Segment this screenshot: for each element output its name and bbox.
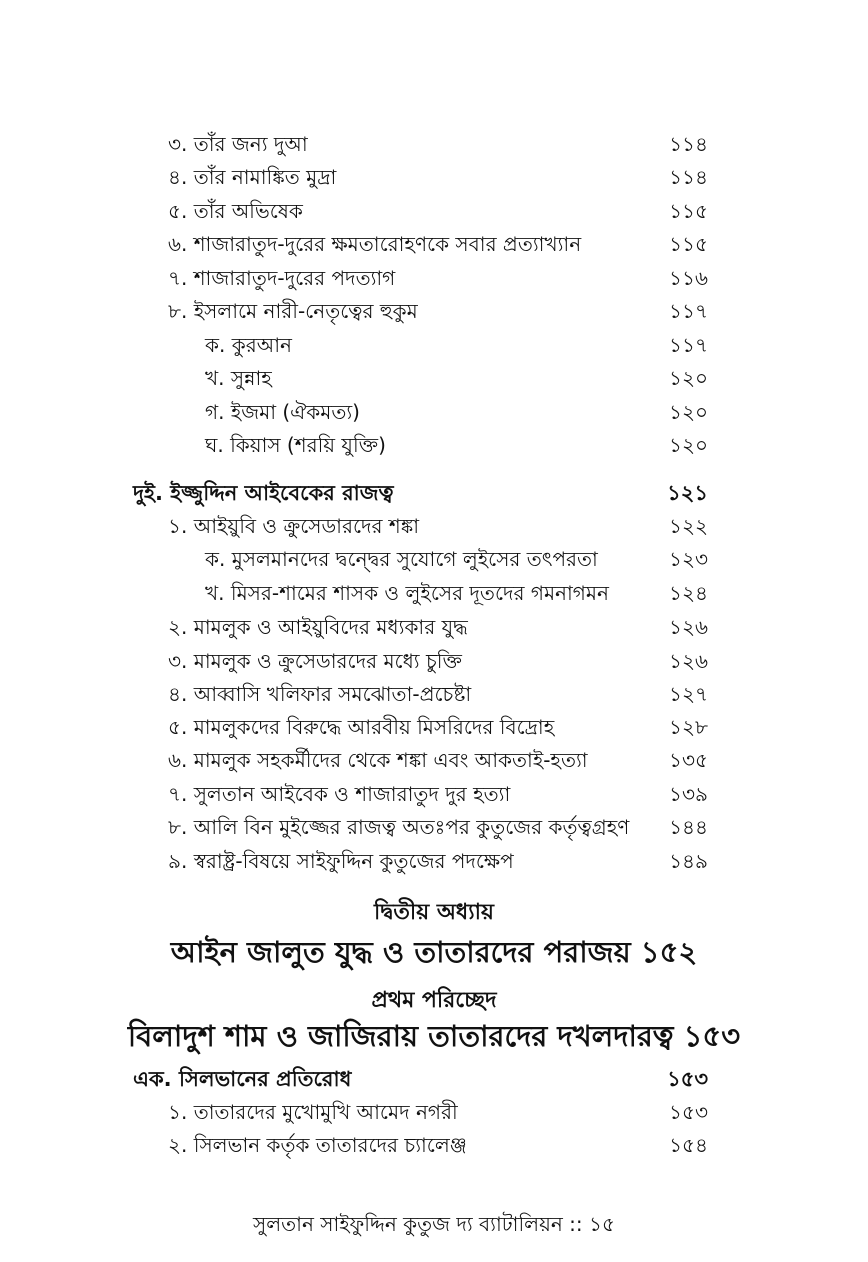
toc-entry: [0, 1096, 868, 1128]
toc-entry-title: ক. কুরআন: [205, 333, 292, 357]
toc-entry-page: ১৩৯: [669, 782, 708, 806]
toc-entry: [0, 195, 868, 227]
toc-entry: [0, 161, 868, 193]
toc-entry-page: ১১৭: [669, 299, 708, 323]
toc-entry: [0, 678, 868, 710]
toc-entry-page: ১২৬: [669, 615, 708, 639]
toc-entry-page: ১২৭: [669, 682, 708, 706]
chapter-title: আইন জালুত যুদ্ধ ও তাতারদের পরাজয় ১৫২: [170, 935, 698, 969]
toc-entry-title: ৭. শাজারাতুদ-দুরের পদত্যাগ: [168, 266, 396, 290]
toc-entry-title: ৪. আব্বাসি খলিফার সমঝোতা-প্রচেষ্টা: [168, 682, 472, 706]
toc-entry-page: ১২০: [669, 366, 708, 390]
toc-entry-title: ৬. মামলুক সহকর্মীদের থেকে শঙ্কা এবং আকতাই-হত্যা: [168, 748, 588, 772]
toc-entry-title: ৬. শাজারাতুদ-দুরের ক্ষমতারোহণকে সবার প্রত্যাখ্যান: [168, 232, 582, 256]
toc-entry-page: ১২৬: [669, 649, 708, 673]
toc-entry-page: ১৪৪: [669, 815, 708, 839]
toc-entry: [0, 1129, 868, 1161]
toc-entry-title: গ. ইজমা (ঐকমত্য): [205, 400, 360, 424]
toc-entry-page: ১৫৪: [669, 1133, 708, 1157]
toc-section: [0, 477, 868, 509]
toc-entry-page: ১৫৩: [669, 1100, 708, 1124]
toc-entry-page: ১২৮: [669, 715, 708, 739]
toc-entry-title: ক. মুসলমানদের দ্বন্দ্বের সুযোগে লুইসের তৎপরতা: [205, 547, 598, 571]
toc-section-title: এক. সিলভানের প্রতিরোধ: [133, 1067, 352, 1091]
toc-entry: [0, 396, 868, 428]
toc-section-page: ১৫৩: [667, 1067, 708, 1091]
toc-entry-page: ১৪৯: [669, 849, 708, 873]
toc-entry: [0, 577, 868, 609]
toc-entry-title: ৭. সুলতান আইবেক ও শাজারাতুদ দুর হত্যা: [168, 782, 511, 806]
toc-entry: [0, 711, 868, 743]
toc-entry-page: ১৩৫: [669, 748, 708, 772]
toc-entry-title: খ. সুন্নাহ: [205, 366, 272, 390]
toc-entry-page: ১১৪: [669, 165, 708, 189]
toc-entry-title: ৮. ইসলামে নারী-নেতৃত্বের হুকুম: [168, 299, 418, 323]
toc-entry-page: ১২৪: [669, 581, 708, 605]
toc-entry-page: ১২০: [669, 433, 708, 457]
toc-entry-title: ১. আইয়ুবি ও ক্রুসেডারদের শঙ্কা: [168, 514, 420, 538]
page-footer: সুলতান সাইফুদ্দিন কুতুজ দ্য ব্যাটালিয়ন :: ১৫: [253, 1212, 615, 1236]
toc-entry-title: খ. মিসর-শামের শাসক ও লুইসের দূতদের গমনাগমন: [205, 581, 609, 605]
toc-entry-title: ১. তাতারদের মুখোমুখি আমেদ নগরী: [168, 1100, 458, 1124]
toc-entry: [0, 329, 868, 361]
toc-entry-title: ৮. আলি বিন মুইজ্জের রাজত্ব অতঃপর কুতুজের কর্তৃত্বগ্রহণ: [168, 815, 630, 839]
toc-section: [0, 1063, 868, 1095]
toc-entry: [0, 845, 868, 877]
toc-entry-title: ৫. মামলুকদের বিরুদ্ধে আরবীয় মিসরিদের বিদ্রোহ: [168, 715, 555, 739]
toc-entry: [0, 262, 868, 294]
toc-entry-title: ৯. স্বরাষ্ট্র-বিষয়ে সাইফুদ্দিন কুতুজের পদক্ষেপ: [168, 849, 514, 873]
toc-entry-page: ১১৫: [669, 232, 708, 256]
toc-entry: [0, 611, 868, 643]
subchapter-label: প্রথম পরিচ্ছেদ: [371, 988, 497, 1013]
toc-entry-title: ৫. তাঁর অভিষেক: [168, 199, 303, 223]
toc-entry: [0, 645, 868, 677]
toc-entry: [0, 128, 868, 160]
toc-entry: [0, 228, 868, 260]
toc-entry: [0, 295, 868, 327]
toc-entry-page: ১১৪: [669, 132, 708, 156]
toc-entry-page: ১১৫: [669, 199, 708, 223]
toc-entry-title: ২. সিলভান কর্তৃক তাতারদের চ্যালেঞ্জ: [168, 1133, 467, 1157]
toc-entry: [0, 362, 868, 394]
toc-entry-page: ১১৭: [669, 333, 708, 357]
toc-entry-title: ঘ. কিয়াস (শরয়ি যুক্তি): [205, 433, 386, 457]
toc-section-title: দুই. ইজ্জুদ্দিন আইবেকের রাজত্ব: [133, 481, 394, 505]
toc-entry-page: ১২২: [669, 514, 708, 538]
subchapter-title: বিলাদুশ শাম ও জাজিরায় তাতারদের দখলদারত্ব ১৫৩: [127, 1019, 741, 1053]
toc-entry: [0, 429, 868, 461]
toc-entry-page: ১১৬: [669, 266, 708, 290]
toc-entry: [0, 778, 868, 810]
toc-entry-title: ৩. তাঁর জন্য দুআ: [168, 132, 308, 156]
chapter-label: দ্বিতীয় অধ্যায়: [374, 900, 494, 925]
toc-entry: [0, 811, 868, 843]
toc-entry-title: ৪. তাঁর নামাঙ্কিত মুদ্রা: [168, 165, 337, 189]
toc-entry-title: ২. মামলুক ও আইয়ুবিদের মধ্যকার যুদ্ধ: [168, 615, 468, 639]
toc-entry-page: ১২৩: [669, 547, 708, 571]
toc-entry: [0, 543, 868, 575]
toc-entry-title: ৩. মামলুক ও ক্রুসেডারদের মধ্যে চুক্তি: [168, 649, 462, 673]
toc-entry-page: ১২০: [669, 400, 708, 424]
toc-section-page: ১২১: [667, 481, 708, 505]
toc-entry: [0, 510, 868, 542]
toc-entry: [0, 744, 868, 776]
